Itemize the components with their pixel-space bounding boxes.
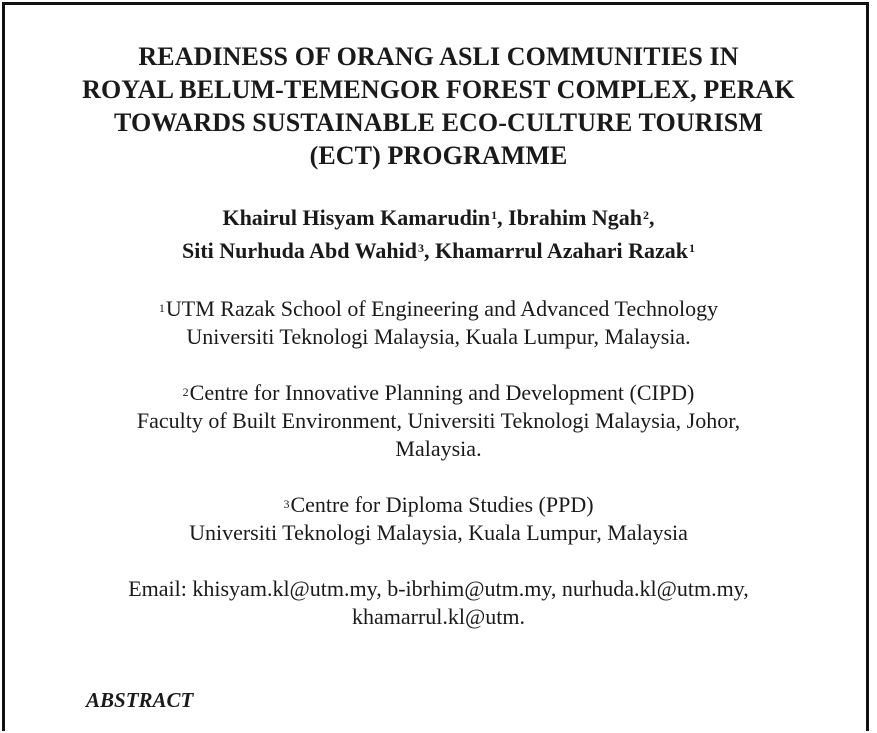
affiliation-marker: 3 — [283, 497, 290, 511]
affiliation-marker: 1 — [158, 301, 165, 315]
author-affiliation-marker: 2 — [643, 208, 650, 222]
paper-title — [0, 40, 877, 172]
author-line — [0, 201, 877, 234]
author-name: Siti Nurhuda Abd Wahid — [182, 238, 417, 263]
author-name: Khamarrul Azahari Razak — [435, 238, 688, 263]
affiliation-1 — [0, 295, 877, 351]
author-separator: , — [497, 205, 509, 230]
affiliation-line — [0, 379, 877, 407]
affiliation-text: Centre for Diploma Studies (PPD) — [290, 492, 594, 517]
author-line — [0, 234, 877, 267]
abstract-heading: ABSTRACT — [86, 688, 194, 712]
affiliation-line: Universiti Teknologi Malaysia, Kuala Lumpur, Malaysia. — [186, 324, 691, 349]
author-affiliation-marker: 1 — [491, 208, 498, 222]
author-affiliation-marker: 1 — [689, 241, 695, 255]
author-separator: , — [649, 205, 655, 230]
title-line: READINESS OF ORANG ASLI COMMUNITIES IN — [138, 42, 739, 71]
affiliation-line: Faculty of Built Environment, Universiti Teknologi Malaysia, Johor, — [136, 408, 741, 433]
email-block — [0, 575, 877, 631]
affiliation-text: UTM Razak School of Engineering and Advanced Technology — [165, 296, 719, 321]
affiliation-text: Centre for Innovative Planning and Development (CIPD) — [189, 380, 695, 405]
author-affiliation-marker: 3 — [418, 241, 424, 255]
author-list — [0, 201, 877, 267]
email-line: khamarrul.kl@utm. — [351, 604, 525, 629]
author-separator: , — [424, 238, 435, 263]
title-line: (ECT) PROGRAMME — [309, 141, 568, 170]
affiliation-3 — [0, 491, 877, 547]
affiliation-line: Malaysia. — [395, 436, 482, 461]
affiliation-marker: 2 — [182, 385, 189, 399]
title-line: ROYAL BELUM-TEMENGOR FOREST COMPLEX, PERAK — [82, 75, 795, 104]
author-name: Ibrahim Ngah — [508, 205, 643, 230]
email-line: Email: khisyam.kl@utm.my, b-ibrhim@utm.my, nurhuda.kl@utm.my, — [128, 576, 749, 601]
author-name: Khairul Hisyam Kamarudin — [222, 205, 491, 230]
affiliation-line — [0, 295, 877, 323]
title-line: TOWARDS SUSTAINABLE ECO-CULTURE TOURISM — [113, 108, 764, 137]
affiliation-2 — [0, 379, 877, 463]
affiliation-line — [0, 491, 877, 519]
affiliation-line: Universiti Teknologi Malaysia, Kuala Lumpur, Malaysia — [189, 520, 688, 545]
